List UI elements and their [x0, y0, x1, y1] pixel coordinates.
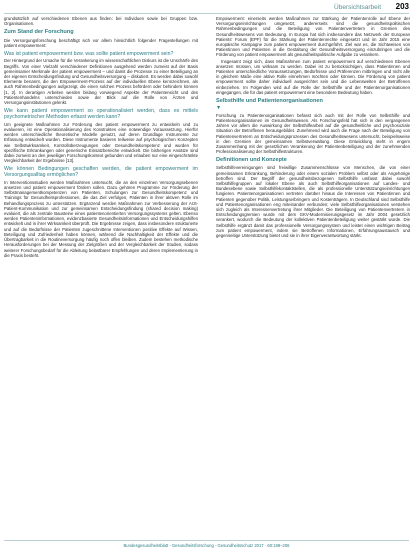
section-heading-definitions: Definitionen und Konzepte: [216, 157, 287, 164]
paragraph: In Interventionsstudien werden Maßnahmen untersucht, die an den einzelnen Versorgungsebenen ansetzen und patient empowerment fördern sollen. Dazu gehören Programme zur Förderung der Selbstmanagementkompetenzen von Patienten, Schulungen zur Gesundheitskompetenz und Trainings für Gesundheitsprofessionen, die das Ziel verfolgen, Patienten in ihrer aktiven Rolle im Behandlungsprozess zu unterstützen. Ergänzend werden Maßnahmen zur Verbesserung der Arzt-Patient-Kommunikation und zur gemeinsamen Entscheidungsfindung (shared decision making) evaluiert, die als zentrale Bausteine eines patientenorientierten Versorgungssystems gelten. Ebenso werden Patienteninformationen, evidenzbasierte Gesundheitsinformationen und Entscheidungshilfen entwickelt und in ihrer Wirksamkeit überprüft. Die Ergebnisse zeigen, dass insbesondere strukturierte und auf die Bedürfnisse der Patienten zugeschnittene Interventionen positive Effekte auf Wissen, Beteiligung und Zufriedenheit haben können, während die Nachhaltigkeit der Effekte und die Übertragbarkeit in die Routineversorgung häufig noch offen bleiben. Zudem bestehen methodische Herausforderungen bei der Messung der Zielgrößen und der Vergleichbarkeit der Studien, sodass weiterer Forschungsbedarf für die Ableitung belastbarer Empfehlungen und deren Implementierung in die Praxis besteht.: [4, 179, 198, 258]
footer-citation: Bundesgesundheitsblatt - Gesundheitsforschung - Gesundheitsschutz 2017 · 60:198–206: [123, 542, 290, 548]
paragraph: Um geeignete Maßnahmen zur Förderung des patient empowerment zu entwickeln und zu evaluieren, ist eine Operationalisierung des Konstruktes eine notwendige Voraussetzung. Hierfür werden unterschiedliche theoretische Modelle genutzt, auf deren Grundlage Instrumente zur Erfassung entwickelt wurden. Diese Instrumente basieren teilweise auf psychologischen Konzepten wie Selbstwirksamkeit, Kontrollüberzeugungen oder Gesundheitskompetenz und wurden für spezifische Erkrankungen oder generische Einsatzbereiche entwickelt. Die bisherigen Ansätze sind dabei zumeist an den jeweiligen Forschungskontext gebunden und erlauben nur eine eingeschränkte Vergleichbarkeit der Ergebnisse [13].: [4, 121, 198, 164]
section-title: Übersichtsarbeit: [334, 4, 381, 11]
question-heading-1: Was ist patient empowerment bzw. was sollte patient empowerment sein?: [4, 50, 174, 57]
paragraph: grundsätzlich auf verschiedenen Ebenen aus finden: bei Individuen sowie bei Gruppen bzw. Organisationen.: [4, 16, 198, 27]
right-column: [216, 16, 410, 239]
paragraph: Die Versorgungsforschung beschäftigt sich vor allem hinsichtlich folgender Fragestellungen mit patient empowerment:: [4, 37, 198, 48]
question-heading-3: Wie können Bedingungen geschaffen werden, die patient empowerment im Versorgungsalltag ermöglichen?: [4, 166, 198, 179]
paragraph: Insgesamt zeigt sich, dass Maßnahmen zum patient empowerment auf verschiedenen Ebenen ansetzen müssen, um wirksam zu werden. Dabei ist zu berücksichtigen, dass Patientinnen und Patienten unterschiedliche Voraussetzungen, Bedürfnisse und Präferenzen mitbringen und nicht alle in gleichem Maße eine aktive Rolle einnehmen möchten oder können. Die Förderung von patient empowerment sollte daher individuell ausgerichtet sein und die Lebenswelten der Betroffenen einbeziehen. Im Folgenden wird auf die Rolle der Selbsthilfe und der Patientenorganisationen eingegangen, die für das patient empowerment eine besondere Bedeutung haben.: [216, 58, 410, 95]
paragraph: Forschung zu Patientenorganisationen befasst sich auch mit der Rolle von Selbsthilfe und Patientenorganisationen im Gesundheitswesen. Als Forschungsfeld hat sich in den vergangenen Jahren vor allem die Auswirkung der Selbsthilfearbeit auf die gesundheitliche und psychosoziale Situation der Betroffenen herausgebildet. Zunehmend wird auch die Frage nach der Beteiligung von Patientenvertretern an Entscheidungsprozessen des Gesundheitswesens untersucht, beispielsweise in den Gremien der gemeinsamen Selbstverwaltung. Diese Entwicklung steht in engem Zusammenhang mit der gesetzlichen Verankerung der Patientenbeteiligung und der zunehmenden Professionalisierung der Selbsthilfestrukturen.: [216, 112, 410, 155]
left-column: [4, 16, 198, 259]
paragraph: Der Hintergrund der Ursache für die Verankerung im wissenschaftlichen Diskurs ist die Unschärfe des Begriffs. Von einer Vielzahl verschiedener Definitionen ausgehend werden zumeist auf der Basis gemeinsamer Merkmale der patient empowerment – und damit die Prozesse zu einer Beteiligung an der eigenen Entscheidungsfindung und Gesundheitsversorgung – diskutiert. Es werden dabei sowohl Elemente benannt, die den Empowerment-Prozess auf der individuellen Ebene kennzeichnen, als auch Rahmenbedingungen aufgezeigt, die einen solchen Prozess befördern oder behindern können [1, 2]. In derartigen Arbeiten werden bislang vorwiegend Aspekte der Patientensicht und des Patientenhandelns unterschieden sowie der Blick auf die Rolle von Ärzten und Versorgungsinstitutionen gelenkt.: [4, 58, 198, 106]
triangle-marker-icon: ▼: [216, 105, 222, 112]
paragraph: Empowerment: einerseits werden Maßnahmen zur Stärkung der Patientenrolle auf Ebene der Versorgungseinrichtungen umgesetzt, andererseits sind die gesundheitspolitischen Rahmenbedingungen und die Beteiligung von Patientenvertretern in Gremien des Gesundheitswesens von Bedeutung. In Europa hat sich insbesondere das Netzwerk der European Patients' Forum (EPF) für die Stärkung der Patientenrechte eingesetzt und im Jahr 2015 eine europäische Kampagne zum patient empowerment durchgeführt. Ziel war es, die Sichtweisen von Patientinnen und Patienten in die Gestaltung der Gesundheitsversorgung einzubringen und die Förderung von patient empowerment als gesundheitspolitische Aufgabe zu verankern.: [216, 16, 410, 58]
section-heading-selbsthilfe: Selbsthilfe und Patientenorganisationen: [216, 98, 323, 105]
header-rule: [4, 13, 409, 14]
page-footer: [4, 540, 409, 548]
page-number: 203: [395, 2, 409, 11]
question-heading-2: Wie kann patient empowerment so operationalisiert werden, dass es mittels psychometrischer Methoden erfasst werden kann?: [4, 108, 198, 121]
section-heading-stand: Zum Stand der Forschung: [4, 29, 74, 36]
paragraph: Selbsthilfevereinigungen sind freiwillige Zusammenschlüsse von Menschen, die von einer gemeinsamen Erkrankung, Behinderung oder einem sozialen Problem selbst oder als Angehörige betroffen sind. Der Begriff der gesundheitsbezogenen Selbsthilfe umfasst dabei sowohl Selbsthilfegruppen auf lokaler Ebene als auch Selbsthilfeorganisationen auf Landes- und Bundesebene sowie Selbsthilfekontaktstellen, die als professionelle Unterstützungseinrichtungen fungieren. Patientenorganisationen vertreten darüber hinaus die Interessen von Patientinnen und Patienten gegenüber Politik, Leistungserbringern und Kostenträgern. In Deutschland sind Selbsthilfe und Patientenorganisationen eng miteinander verbunden; viele Selbsthilfeorganisationen verstehen sich zugleich als Interessenvertretung ihrer Mitglieder. Die Beteiligung von Patientenvertretern in Entscheidungsgremien wurde mit dem GKV-Modernisierungsgesetz im Jahr 2004 gesetzlich verankert, wodurch die Bedeutung der kollektiven Patientenbeteiligung weiter gestärkt wurde. Die Selbsthilfe ergänzt damit das professionelle Versorgungssystem und leistet einen wichtigen Beitrag zum patient empowerment, indem sie Betroffenen Informationen, Erfahrungsaustausch und gegenseitige Unterstützung bietet und sie in ihrer Eigenverantwortung stärkt.: [216, 165, 410, 239]
footer-rule: [4, 540, 409, 541]
